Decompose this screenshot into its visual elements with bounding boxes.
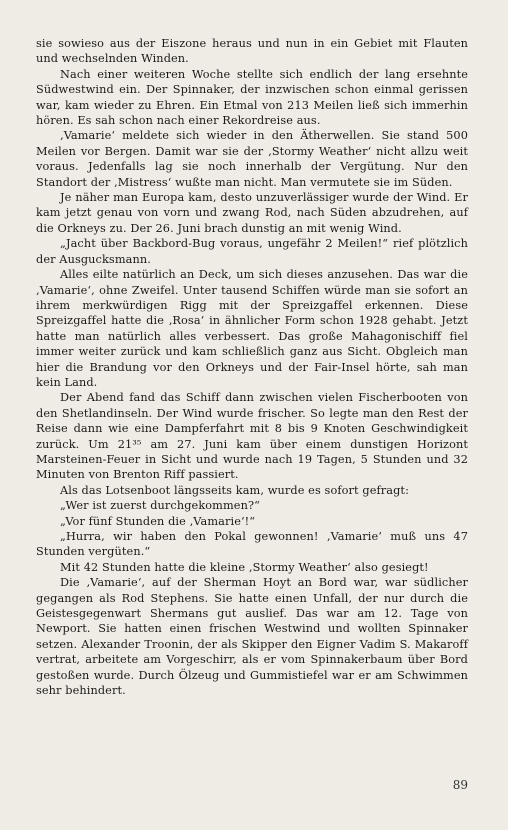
paragraph: Mit 42 Stunden hatte die kleine ‚Stormy Weather‘ also gesiegt!	[60, 560, 429, 574]
dialogue-line: „Vor fünf Stunden die ‚Vamarie‘!“	[60, 514, 256, 528]
paragraph: Der Abend fand das Schiff dann zwischen vielen Fischerbooten von den Shetlandinseln. Der Wind wurde frischer. So legte man den Rest der Reise dann wie eine Dampferfahrt mit 8 bis 9 Knoten Geschwindigkeit zurück. Um 21³⁵ am 27. Juni kam über einem dunstigen Horizont Marsteinen-Feuer in Sicht und wurde nach 19 Tagen, 5 Stunden und 32 Minuten von Brenton Riff passiert.	[36, 391, 468, 482]
paragraph: Als das Lotsenboot längsseits kam, wurde es sofort gefragt:	[60, 483, 409, 497]
body-text	[36, 36, 468, 698]
dialogue-line: „Hurra, wir haben den Pokal gewonnen! ‚Vamarie‘ muß uns 47 Stunden vergüten.“	[36, 530, 468, 559]
page-number: 89	[452, 778, 468, 792]
paragraph: Je näher man Europa kam, desto unzuverlässiger wurde der Wind. Er kam jetzt genau von vorn und zwang Rod, nach Süden abzudrehen, auf die Orkneys zu. Der 26. Juni brach dunstig an mit wenig Wind.	[36, 191, 468, 235]
dialogue-line: „Wer ist zuerst durchgekommen?“	[60, 499, 260, 513]
paragraph: „Jacht über Backbord-Bug voraus, ungefähr 2 Meilen!“ rief plötzlich der Ausgucksmann.	[36, 237, 468, 266]
paragraph: ‚Vamarie‘ meldete sich wieder in den Ätherwellen. Sie stand 500 Meilen vor Bergen. Damit war sie der ‚Stormy Weather‘ nicht allzu weit voraus. Jedenfalls lag sie noch innerhalb der Vergütung. Nur den Standort der ‚Mistress‘ wußte man nicht. Man vermutete sie im Süden.	[36, 129, 468, 189]
paragraph: Nach einer weiteren Woche stellte sich endlich der lang ersehnte Südwestwind ein. Der Spinnaker, der inzwischen schon einmal gerissen war, kam wieder zu Ehren. Ein Etmal von 213 Meilen ließ sich immerhin hören. Es sah schon nach einer Rekordreise aus.	[36, 67, 468, 128]
paragraph: Alles eilte natürlich an Deck, um sich dieses anzusehen. Das war die ‚Vamarie‘, ohne Zweifel. Unter tausend Schiffen würde man sie sofort an ihrem merkwürdigen Rigg mit der Spreizgaffel erkennen. Diese Spreizgaffel hatte die ‚Rosa‘ in ähnlicher Form schon 1928 gehabt. Jetzt hatte man natürlich alles verbessert. Das große Mahagonischiff fiel immer weiter zurück und kam schließlich ganz aus Sicht. Obgleich man hier die Brandung vor den Orkneys und der Fair-Insel hörte, sah man kein Land.	[36, 268, 468, 389]
paragraph: Die ‚Vamarie‘, auf der Sherman Hoyt an Bord war, war südlicher gegangen als Rod Stephens. Sie hatte einen Unfall, der nur durch die Geistesgegenwart Shermans gut auslief. Das war am 12. Tage von Newport. Sie hatten einen frischen Westwind und wollten Spinnaker setzen. Alexander Troonin, der als Skipper den Eigner Vadim S. Makaroff vertrat, arbeitete am Vorgeschirr, als er vom Spinnakerbaum über Bord gestoßen wurde. Durch Ölzeug und Gummistiefel war er am Schwimmen sehr behindert.	[36, 576, 468, 698]
paragraph: sie sowieso aus der Eiszone heraus und nun in ein Gebiet mit Flauten und wechselnden Winden.	[36, 37, 468, 66]
